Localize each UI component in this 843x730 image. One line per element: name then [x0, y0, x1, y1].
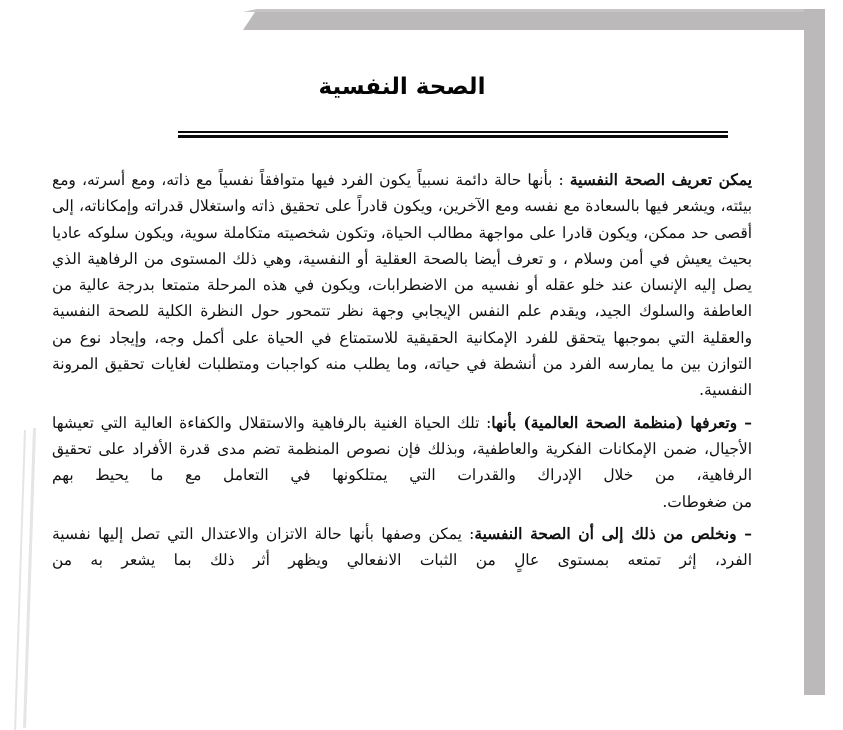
paragraph-conclusion [52, 521, 752, 574]
frame-right-bar [804, 9, 825, 695]
paragraph-who-definition-tail [52, 489, 752, 515]
paragraph-who-definition-body: : تلك الحياة الغنية بالرفاهية والاستقلال والكفاءة العالية التي تعيشها الأجيال، ضمن الإمكانات الفكرية والعاطفية، وبذلك فإن نصوص المنظمة تضم مدى قدرة الأفراد على تحقيق الرفاهية، من خلال الإدراك والقدرات التي يمتلكونها في التعامل مع ما يحيط بهم [52, 413, 752, 485]
page-title: الصحة النفسية [318, 74, 486, 100]
paragraph-definition [52, 167, 752, 404]
paragraph-who-definition-lead: – وتعرفها (منظمة الصحة العالمية) بأنها [491, 413, 752, 432]
paragraph-who-definition-tail-text: من ضغوطات. [662, 492, 752, 511]
title-double-rule [178, 131, 728, 138]
paragraph-conclusion-body: : يمكن وصفها بأنها حالة الاتزان والاعتدال التي تصل إليها نفسية الفرد، إثر تمتعه بمستوى عالٍ من الثبات الانفعالي ويظهر أثر ذلك بما يشعر به من [52, 524, 752, 570]
paragraph-definition-lead: يمكن تعريف الصحة النفسية [569, 171, 752, 189]
paragraph-definition-body: : بأنها حالة دائمة نسبياً يكون الفرد فيها متوافقاً نفسياً مع ذاته، ومع أسرته، ومع بيئته، ويشعر فيها بالسعادة مع نفسه ومع الآخرين، ويكون قادراً على تحقيق ذاته واستغلال قدراته وإمكاناته، إلى أقصى حد ممكن، ويكون قادرا على مواجهة مطالب الحياة، وتكون شخصيته متكاملة سوية، ويكون سلوكه عاديا بحيث يعيش في أمن وسلام ، و تعرف أيضا بالصحة العقلية أو النفسية، وهي ذلك المستوى من الرفاهية الذي يصل إليه الإنسان عند خلو عقله أو نفسيه من الاضطرابات، ويكون في هذه المرحلة متمتعا بدرجة عالية من العاطفة والسلوك الجيد، ويقدم علم النفس الإيجابي وجهة نظر تتمحور حول النظرة الكلية للصحة النفسية والعقلية التي بموجبها يتحقق للفرد الإمكانية الحقيقية للاستمتاع في الحياة على أكمل وجه، وإيجاد نوع من التوازن بين ما يمارسه الفرد من أنشطة في حياته، وما يطلب منه كواجبات ومتطلبات لغايات تحقيق المرونة النفسية. [52, 171, 752, 400]
paragraph-conclusion-lead: – ونخلص من ذلك إلى أن الصحة النفسية [474, 524, 752, 543]
paragraph-who-definition [52, 410, 752, 489]
document-body [52, 167, 752, 579]
